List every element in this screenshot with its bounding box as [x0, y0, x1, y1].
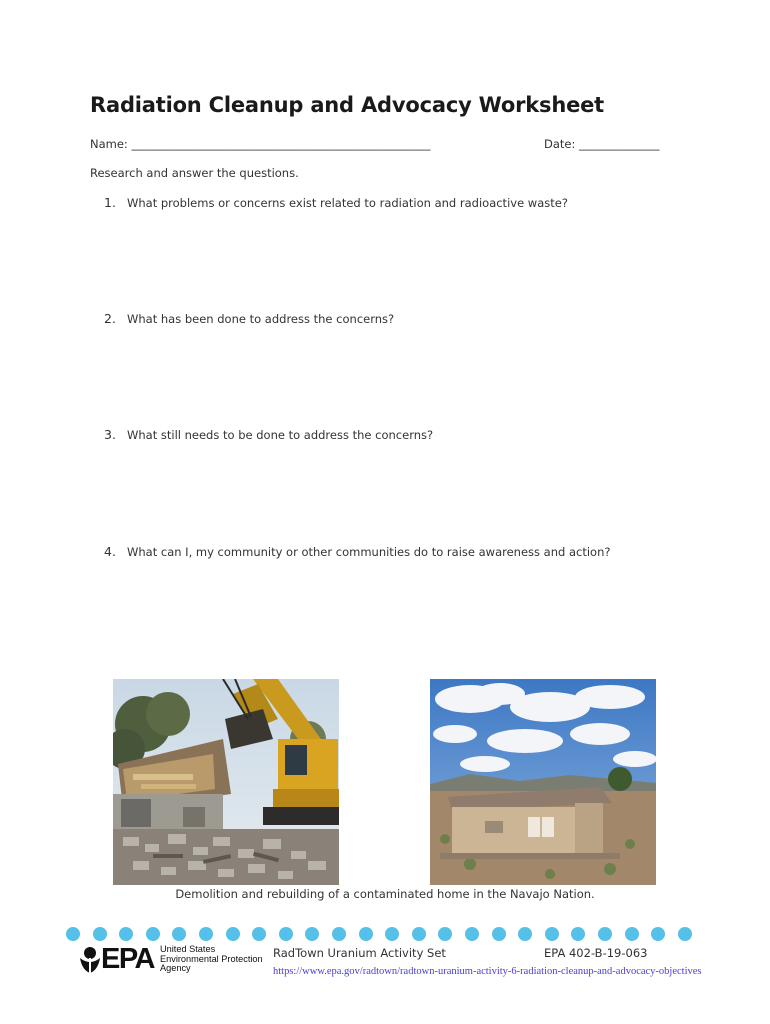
epa-wordmark: EPA [101, 943, 154, 975]
question-3 [104, 427, 433, 442]
question-number: 2. [104, 311, 116, 326]
epa-logo [78, 944, 268, 976]
question-number: 1. [104, 195, 116, 210]
question-4 [104, 544, 610, 559]
date-blank: ______________ [579, 137, 660, 151]
epa-flower-icon [78, 946, 102, 974]
name-label: Name: [90, 137, 132, 151]
question-2 [104, 311, 394, 326]
question-1 [104, 195, 568, 210]
instructions: Research and answer the questions. [90, 166, 299, 180]
question-text: What problems or concerns exist related to radiation and radioactive waste? [127, 196, 568, 210]
question-text: What still needs to be done to address the concerns? [127, 428, 434, 442]
name-blank: ____________________________________________________ [131, 137, 431, 151]
rebuilt-home-photo [430, 679, 656, 885]
question-text: What can I, my community or other communities do to raise awareness and action? [127, 545, 611, 559]
demolition-photo [113, 679, 339, 885]
agency-name: United States Environmental Protection Agency [160, 944, 263, 974]
source-link[interactable]: https://www.epa.gov/radtown/radtown-uranium-activity-6-radiation-cleanup-and-advocacy-objectives [273, 966, 702, 977]
worksheet-title: Radiation Cleanup and Advocacy Worksheet [90, 93, 605, 117]
question-text: What has been done to address the concerns? [127, 312, 395, 326]
question-number: 3. [104, 427, 116, 442]
date-field[interactable] [544, 137, 660, 151]
question-number: 4. [104, 544, 116, 559]
activity-set-label: RadTown Uranium Activity Set [273, 946, 446, 960]
photo-caption: Demolition and rebuilding of a contaminated home in the Navajo Nation. [175, 887, 595, 901]
date-label: Date: [544, 137, 580, 151]
document-code: EPA 402-B-19-063 [544, 946, 648, 960]
name-field[interactable] [90, 137, 430, 151]
dotted-divider [66, 927, 696, 943]
